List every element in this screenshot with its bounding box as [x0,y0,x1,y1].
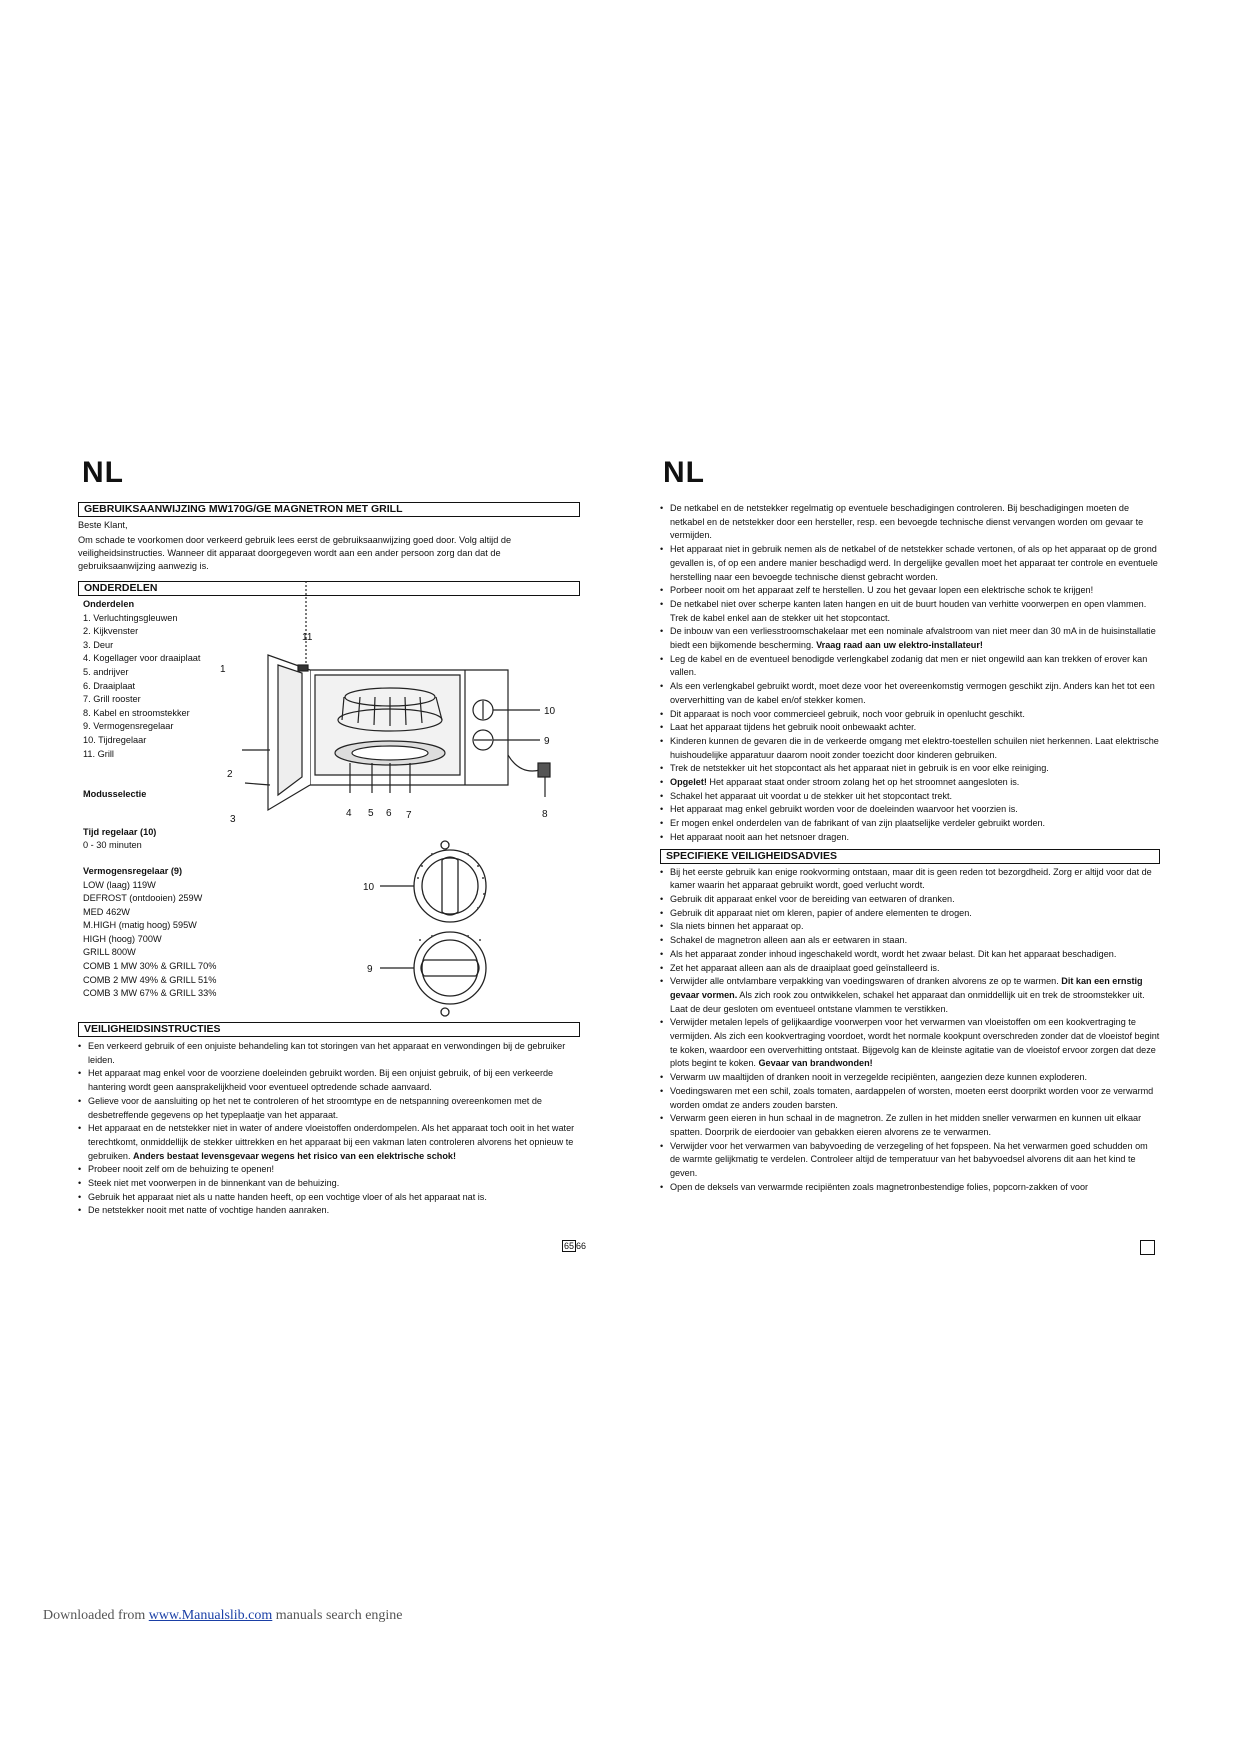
specific-safety-item-part-a: Verwarm uw maaltijden of dranken nooit in verzegelde recipiënten, aangezien deze kunnen exploderen. [670,1072,1088,1083]
general-safety-item [660,502,1160,543]
callout-9: 9 [544,736,550,747]
footer-suffix: manuals search engine [272,1608,403,1623]
parts-list-item: 10. Tijdregelaar [83,734,147,745]
parts-list-block [83,598,263,1001]
power-level-item: LOW (laag) 119W [83,879,156,890]
specific-safety-item-part-a: Zet het apparaat alleen aan als de draaiplaat goed geïnstalleerd is. [670,962,940,973]
general-safety-item-part-a: De netkabel niet over scherpe kanten laten hangen en uit de buurt houden van verhitte voorwerpen en open vlammen. Trek de kabel enkel aan de stekker uit het stopcontact. [670,598,1147,623]
safety-item-text: Een verkeerd gebruik of een onjuiste behandeling kan tot storingen van het apparaat en verwondingen bij de gebruiker leiden. [88,1041,566,1065]
specific-safety-item [660,920,1160,934]
power-title: Vermogensregelaar (9) [83,865,183,876]
parts-list-item: 11. Grill [83,748,114,759]
safety-item-text: Steek niet met voorwerpen in de binnenkant van de behuizing. [88,1178,340,1189]
safety-header: VEILIGHEIDSINSTRUCTIES [78,1022,580,1037]
power-level-item: HIGH (hoog) 700W [83,933,162,944]
general-safety-item [660,831,1160,845]
parts-list-item: 5. andrijver [83,666,129,677]
timer-title: Tijd regelaar (10) [83,826,157,837]
parts-list-item: 7. Grill rooster [83,694,141,705]
callout-4: 4 [346,808,352,819]
parts-list-item: 3. Deur [83,639,114,650]
safety-item-text: Het apparaat en de netstekker niet in water of andere vloeistoffen onderdompelen. Als het apparaat toch ooit in het water terechtkomt, onmiddellijk de stekker uittrekken en het apparaat bij een vakman laten controleren alvorens het opnieuw te gebruiken. [88,1123,575,1161]
specific-safety-item [660,975,1160,1016]
parts-list-item: 6. Draaiplaat [83,680,136,691]
power-level-item: M.HIGH (matig hoog) 595W [83,920,197,931]
general-safety-item [660,680,1160,707]
power-list [83,879,263,1001]
microwave-diagram [220,625,570,840]
general-safety-item-part-a: Leg de kabel en de eventueel benodigde verlengkabel zodanig dat men er niet ongewild aan kan trekken of erover kan vallen. [670,653,1148,678]
specific-safety-item [660,907,1160,921]
specific-safety-item [660,1181,1160,1195]
safety-item [78,1163,576,1177]
general-safety-item-part-a: Het apparaat niet in gebruik nemen als de netkabel of de netstekker schade vertonen, of als op het apparaat op de grond gevallen is, of op een andere manier beschadigd werd. In dergelijke gevallen moet het apparaat ter controle en eventuele herstelling naar een bevoegde technische dienst gebracht worden. [670,544,1158,582]
specific-safety-item-part-a: Bij het eerste gebruik kan enige rookvorming ontstaan, maar dit is geen reden tot bezorgdheid. Zorg er altijd voor dat de kamer waarin het apparaat gebruikt wordt, goed verlucht wordt. [670,866,1152,891]
general-safety-item-part-b: Vraag raad aan uw elektro-installateur! [816,640,983,651]
callout-6: 6 [386,808,392,819]
mode-title: Modusselectie [83,789,147,800]
specific-safety-item-part-c: Als zich rook zou ontwikkelen, schakel het apparaat dan onmiddellijk uit en trek de stroomstekker uit. Laat de deur gesloten om eventueel ontstane vlammen te verstikken. [670,989,1145,1014]
specific-safety-item-part-a: Verwijder metalen lepels of gelijkaardige voorwerpen voor het verwarmen van vloeistoffen om een kookvertraging te vermijden. Als zich een kookvertraging voordoet, wordt het normale kookpunt overschreden zonder dat de vloeistof begint te koken, waardoor een oververhitting ontstaat. Bijgevolg kan de kleinste agitatie van de vloeistof ervoor zorgen dat deze plots begint te koken. [670,1017,1160,1069]
specific-safety-item [660,1016,1160,1071]
intro-paragraph: Om schade te voorkomen door verkeerd gebruik lees eerst de gebruiksaanwijzing goed door. Volg altijd de veiligheidsinstructies. Wanneer dit apparaat doorgegeven wordt aan een ander persoon zorg dan dat de gebruiksaanwijzing aanwezig is. [78,535,512,571]
general-safety-item-part-a: De inbouw van een verliesstroomschakelaar met een nominale afvalstroom van niet meer dan 30 mA in de huisinstallatie biedt een bijkomende bescherming. [670,626,1156,651]
greeting: Beste Klant, [78,520,128,530]
safety-item-text: Probeer nooit zelf om de behuizing te openen! [88,1164,275,1175]
general-safety-item [660,817,1160,831]
title-bar: GEBRUIKSAANWIJZING MW170G/GE MAGNETRON MET GRILL [78,502,580,517]
general-safety-item [660,625,1160,652]
general-safety-item-part-a: Porbeer nooit om het apparaat zelf te herstellen. U zou het gevaar lopen een elektrische schok te krijgen! [670,585,1094,596]
callout-2: 2 [227,769,233,780]
general-safety-item-part-a: Dit apparaat is noch voor commercieel gebruik, noch voor gebruik in openlucht geschikt. [670,708,1025,719]
parts-header: ONDERDELEN [78,581,580,596]
callout-1: 1 [220,664,226,675]
control-dials [360,840,510,1018]
general-safety-item-part-a: Laat het apparaat tijdens het gebruik nooit onbewaakt achter. [670,722,917,733]
timer-range: 0 - 30 minuten [83,840,142,851]
specific-safety-item-part-b: Dit kan een ernstig gevaar vormen. [670,976,1143,1000]
power-level-item: COMB 1 MW 30% & GRILL 70% [83,961,217,972]
general-safety-item [660,543,1160,584]
general-safety-item-part-a: Kinderen kunnen de gevaren die in de verkeerde omgang met elektro-toestellen schuilen niet herkennen. Laat elektrische huishoudelijke apparatuur daarom nooit zonder toezicht door kinderen gebruiken. [670,735,1159,760]
parts-list-item: 8. Kabel en stroomstekker [83,707,190,718]
specific-safety-item-part-a: Gebruik dit apparaat niet om kleren, papier of andere elementen te drogen. [670,907,972,918]
general-safety-item-part-b: Opgelet! [670,777,707,788]
callout-11: 11 [302,632,313,643]
general-safety-item-part-a: Het apparaat mag enkel gebruikt worden voor de doeleinden waarvoor het voorzien is. [670,804,1018,815]
specific-safety-item-part-a: Verwijder voor het verwarmen van babyvoeding de verzegeling of het fopspeen. Na het verwarmen goed schudden om de warmte gelijkmatig te verdelen. Controleer altijd de temperatuur van het babyvoedsel alvorens dit aan het kind te geven. [670,1140,1148,1179]
specific-safety-item [660,1140,1160,1181]
general-safety-item [660,584,1160,598]
parts-list-item: 1. Verluchtingsgleuwen [83,612,178,623]
safety-item [78,1067,576,1094]
callout-7: 7 [406,810,412,821]
left-lang-heading: NL [82,456,124,489]
specific-safety-item-part-a: Schakel de magnetron alleen aan als er eetwaren in staan. [670,935,908,946]
specific-safety-item [660,948,1160,962]
general-safety-item [660,762,1160,776]
safety-item [78,1040,576,1067]
specific-safety-item [660,1085,1160,1112]
safety-item [78,1204,576,1218]
power-level-item: DEFROST (ontdooien) 259W [83,893,203,904]
power-level-item: COMB 3 MW 67% & GRILL 33% [83,988,217,999]
download-footer [43,1608,403,1624]
safety-item-text: Het apparaat mag enkel voor de voorziene doeleinden gebruikt worden. Bij een onjuist gebruik, of bij een verkeerde hantering wordt geen aansprakelijkheid voor eventueel optredende schade aanvaard. [88,1068,554,1093]
callout-8: 8 [542,809,548,820]
safety-item-bold: Anders bestaat levensgevaar wegens het risico van een elektrische schok! [133,1150,456,1161]
specific-safety-item [660,866,1160,893]
specific-header: SPECIFIEKE VEILIGHEIDSADVIES [660,849,1160,864]
specific-safety-item-part-a: Gebruik dit apparaat enkel voor de bereiding van eetwaren of dranken. [670,893,955,904]
callout-10: 10 [544,706,556,717]
manualslib-link[interactable]: www.Manualslib.com [148,1608,273,1623]
power-level-item: COMB 2 MW 49% & GRILL 51% [83,974,217,985]
callout-3: 3 [230,814,236,825]
parts-list-item: 9. Vermogensregelaar [83,721,174,732]
general-safety-item-part-a: Schakel het apparaat uit voordat u de stekker uit het stopcontact trekt. [670,790,953,801]
specific-safety-item-part-a: Als het apparaat zonder inhoud ingeschakeld wordt, wordt het zwaar belast. Dit kan het apparaat beschadigen. [670,948,1117,959]
power-level-item: MED 462W [83,906,130,917]
general-safety-item [660,708,1160,722]
general-safety-item [660,598,1160,625]
dial-10-label: 10 [363,882,375,893]
general-safety-list [660,502,1160,845]
footer-prefix: Downloaded from [43,1608,149,1623]
specific-safety-item [660,1071,1160,1085]
general-safety-item [660,653,1160,680]
safety-item [78,1122,576,1163]
general-safety-item [660,790,1160,804]
specific-safety-item-part-a: Verwarm geen eieren in hun schaal in de magnetron. Ze zullen in het midden sneller verwarmen en kunnen uit elkaar spatten. Doorprik de eierdooier van gebakken eieren alvorens ze te verwarmen. [670,1113,1142,1137]
safety-item-text: Gelieve voor de aansluiting op het net te controleren of het stroomtype en de netspanning overeenkomen met de desbetreffende gegevens op het typeplaatje van het apparaat. [88,1095,542,1120]
specific-safety-item [660,893,1160,907]
specific-safety-item-part-a: Verwijder alle ontvlambare verpakking van voedingswaren of dranken alvorens ze op te warmen. [670,976,1062,987]
safety-list [78,1040,576,1218]
safety-item-text: Gebruik het apparaat niet als u natte handen heeft, op een vochtige vloer of als het apparaat nat is. [88,1191,487,1202]
safety-item-text: De netstekker nooit met natte of vochtige handen aanraken. [88,1205,330,1216]
left-page [78,502,580,596]
general-safety-item [660,721,1160,735]
specific-safety-item-part-b: Gevaar van brandwonden! [758,1058,873,1069]
specific-safety-item [660,962,1160,976]
page-number-65: 65 66 [564,1241,587,1251]
specific-safety-item-part-a: Open de deksels van verwarmde recipiënten zoals magnetronbestendige folies, popcorn-zakken of voor [670,1181,1089,1192]
dial-9-label: 9 [367,964,373,975]
general-safety-item-part-a: Er mogen enkel onderdelen van de fabrikant of van zijn plaatselijke verdeler gebruikt worden. [670,818,1046,829]
specific-safety-item [660,1112,1160,1139]
general-safety-item [660,735,1160,762]
parts-list [83,612,263,762]
safety-item [78,1191,576,1205]
parts-list-item: 2. Kijkvenster [83,626,139,637]
safety-item [78,1095,576,1122]
safety-section [78,1022,580,1218]
parts-title: Onderdelen [83,599,135,609]
specific-safety-list [660,866,1160,1195]
general-safety-item-part-a: Trek de netstekker uit het stopcontact als het apparaat niet in gebruik is en voor elke reiniging. [670,763,1049,774]
right-lang-heading: NL [663,456,705,489]
page-number-66: 66 [576,1241,587,1251]
general-safety-item-part-c: Het apparaat staat onder stroom zolang het op het stroomnet aangesloten is. [706,777,1020,788]
general-safety-item [660,803,1160,817]
power-level-item: GRILL 800W [83,947,136,958]
specific-safety-item [660,934,1160,948]
safety-item [78,1177,576,1191]
callout-5: 5 [368,808,374,819]
general-safety-item-part-a: Als een verlengkabel gebruikt wordt, moet deze voor het overeenkomstig vermogen geschikt zijn. Anders kan het tot een oververhitting van de kabel en/of stekker komen. [670,681,1155,705]
page-end-box [1140,1240,1155,1255]
parts-list-item: 4. Kogellager voor draaiplaat [83,653,201,664]
specific-safety-item-part-a: Sla niets binnen het apparaat op. [670,921,804,932]
right-page [660,502,1160,1194]
general-safety-item [660,776,1160,790]
specific-safety-item-part-a: Voedingswaren met een schil, zoals tomaten, aardappelen of worsten, moeten eerst doorprikt worden voor ze verwarmd worden omdat ze anders zouden barsten. [670,1085,1154,1110]
general-safety-item-part-a: De netkabel en de netstekker regelmatig op eventuele beschadigingen controleren. Bij beschadigingen moeten de netkabel en de netstekker door een hersteller, resp. een bevoegde technische dienst vervangen worden om gevaar te vermijden. [670,503,1144,541]
general-safety-item-part-a: Het apparaat nooit aan het netsnoer dragen. [670,831,849,842]
